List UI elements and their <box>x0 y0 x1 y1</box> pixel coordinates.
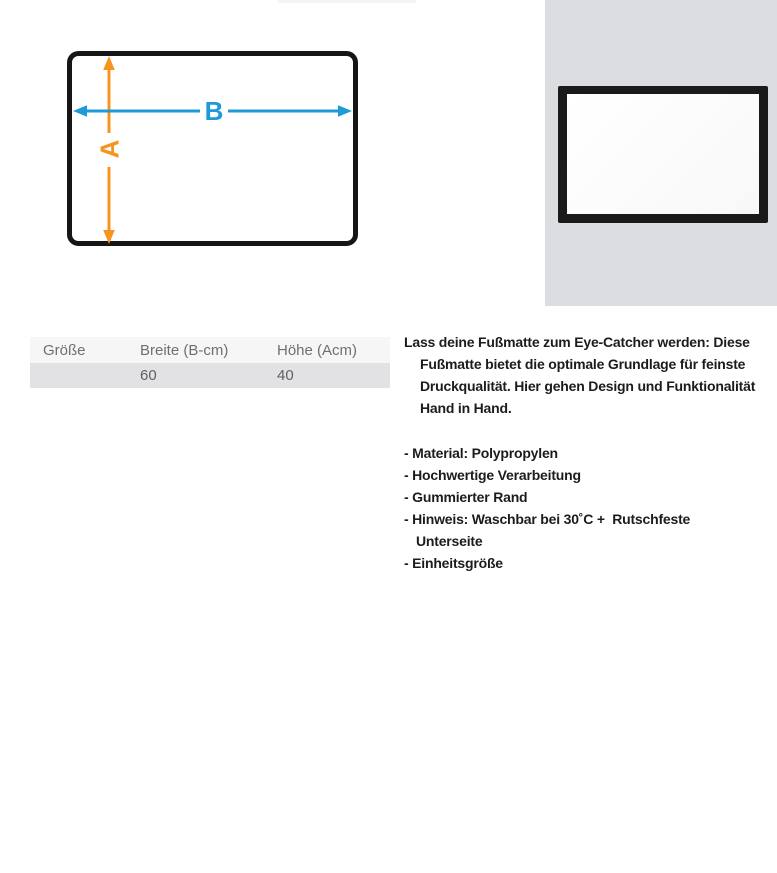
doormat-photo-surface <box>567 94 759 214</box>
size-table-header-breite: Breite (B-cm) <box>140 341 229 359</box>
product-description <box>404 331 774 574</box>
product-photo-panel <box>545 0 777 306</box>
bullet-item: - Hochwertige Verarbeitung <box>404 467 581 483</box>
size-value-hoehe: 40 <box>277 367 294 384</box>
description-bullets <box>404 442 774 574</box>
bullet-item: - Hinweis: Waschbar bei 30˚C + Rutschfeste Unterseite <box>404 511 691 549</box>
size-table <box>30 337 390 388</box>
dimension-diagram <box>55 45 370 255</box>
bullet-item: - Einheitsgröße <box>404 555 503 571</box>
bullet-item: - Gummierter Rand <box>404 489 528 505</box>
size-table-header-hoehe: Höhe (Acm) <box>277 341 358 359</box>
height-label: A <box>94 139 125 159</box>
size-table-row <box>30 363 390 388</box>
top-sliver <box>278 0 416 3</box>
bullet-item: - Material: Polypropylen <box>404 445 558 461</box>
size-table-header-groesse: Größe <box>43 341 86 359</box>
doormat-photo <box>558 86 768 223</box>
size-table-header-row <box>30 337 390 363</box>
width-label: B <box>204 96 224 126</box>
size-value-breite: 60 <box>140 367 157 384</box>
description-paragraph: Lass deine Fußmatte zum Eye-Catcher werden: Diese Fußmatte bietet die optimale Grundlage für feinste Druckqualität. Hier gehen Design und Funktionalität Hand in Hand. <box>404 334 756 416</box>
